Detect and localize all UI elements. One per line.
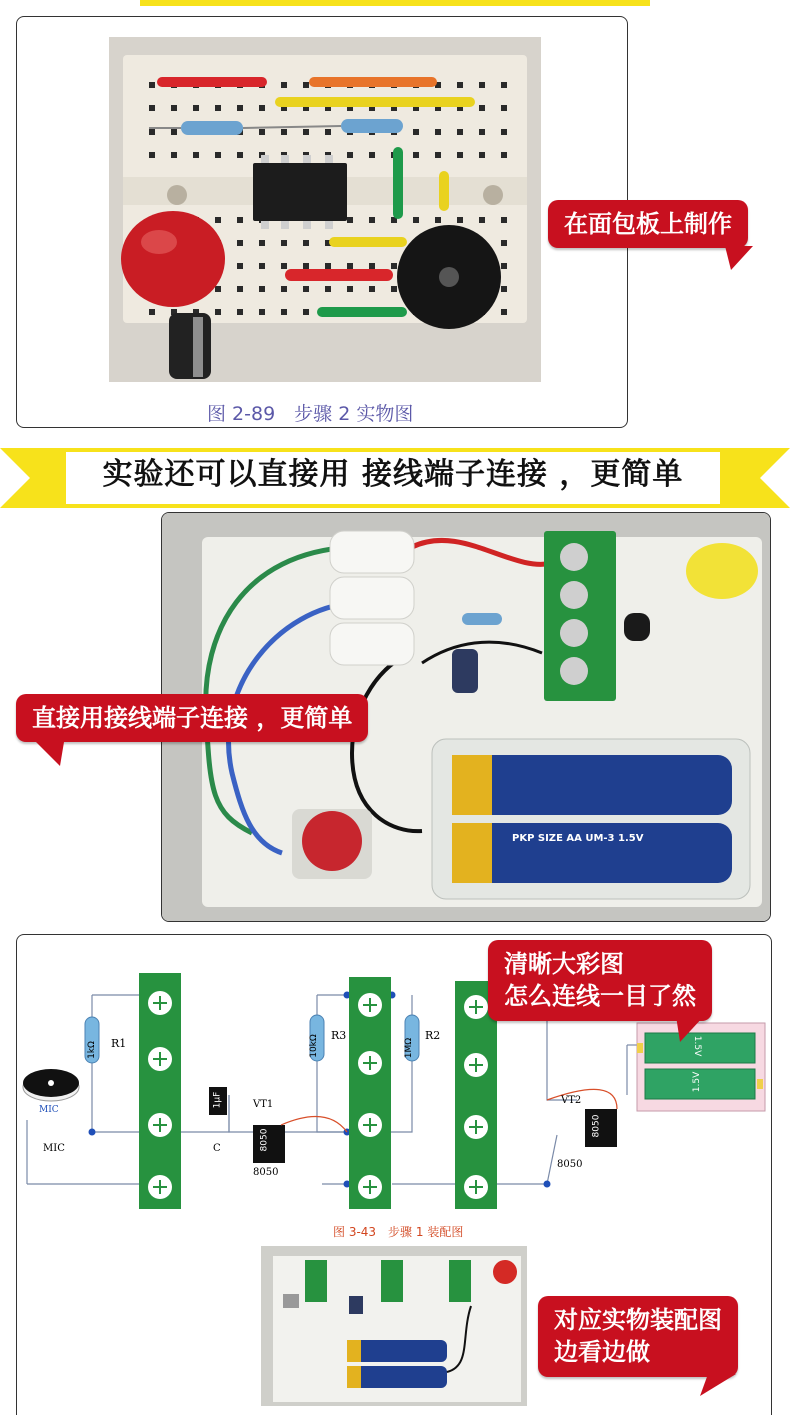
label-vt2-type: 8050	[557, 1159, 583, 1170]
section-banner-title: 实验还可以直接用 接线端子连接 ，更简单	[102, 457, 684, 492]
callout-assembly-photo-line-2: 边看边做	[554, 1338, 650, 1367]
label-battery-1: 1.5V	[692, 1035, 703, 1057]
label-vt2: VT2	[561, 1095, 582, 1106]
label-mic: MIC	[43, 1143, 65, 1154]
label-mic-body: MIC	[39, 1105, 59, 1115]
callout-assembly-photo-line-1: 对应实物装配图	[554, 1306, 722, 1334]
callout-breadboard-tail	[725, 246, 765, 270]
label-battery-2: 1.5V	[692, 1071, 703, 1093]
callout-breadboard	[548, 200, 748, 248]
assembly-photo	[261, 1246, 527, 1406]
breadboard-panel	[16, 16, 628, 428]
callout-terminal-text: 直接用接线端子连接 ，更简单	[32, 704, 353, 732]
callout-color-diagram-line-1: 清晰大彩图	[504, 950, 624, 978]
terminal-strip-2	[349, 977, 391, 1209]
label-r3: R3	[331, 1029, 347, 1042]
callout-assembly-photo-tail	[700, 1374, 740, 1396]
callout-color-diagram-line-2: 怎么连线一目了然	[504, 982, 696, 1011]
label-r2-value: 1MΩ	[404, 1037, 415, 1059]
label-vt2-body: 8050	[591, 1114, 602, 1138]
label-vt1-type: 8050	[253, 1167, 279, 1178]
figure-caption-3-43: 图 3-43 步骤 1 装配图	[333, 1225, 464, 1239]
label-r3-value: 10kΩ	[308, 1034, 319, 1058]
label-vt1: VT1	[253, 1099, 274, 1110]
label-r1: R1	[111, 1037, 127, 1050]
label-capacitor-value: 1μF	[212, 1091, 223, 1109]
label-r2: R2	[425, 1029, 441, 1042]
label-capacitor: C	[213, 1143, 221, 1154]
callout-terminal	[16, 694, 368, 742]
figure-caption-2-89: 图 2-89 步骤 2 实物图	[207, 403, 414, 425]
callout-color-diagram-tail	[676, 1016, 710, 1042]
callout-assembly-photo	[538, 1296, 738, 1377]
callout-terminal-tail	[30, 742, 70, 766]
banner-remnant	[140, 0, 650, 6]
label-vt1-body: 8050	[259, 1128, 270, 1152]
label-r1-value: 1kΩ	[86, 1041, 97, 1059]
battery-label-text: PKP SIZE AA UM-3 1.5V	[512, 833, 644, 844]
callout-breadboard-text: 在面包板上制作	[564, 210, 732, 238]
breadboard-photo	[109, 37, 541, 382]
callout-color-diagram	[488, 940, 712, 1021]
terminal-strip-1	[139, 973, 181, 1209]
